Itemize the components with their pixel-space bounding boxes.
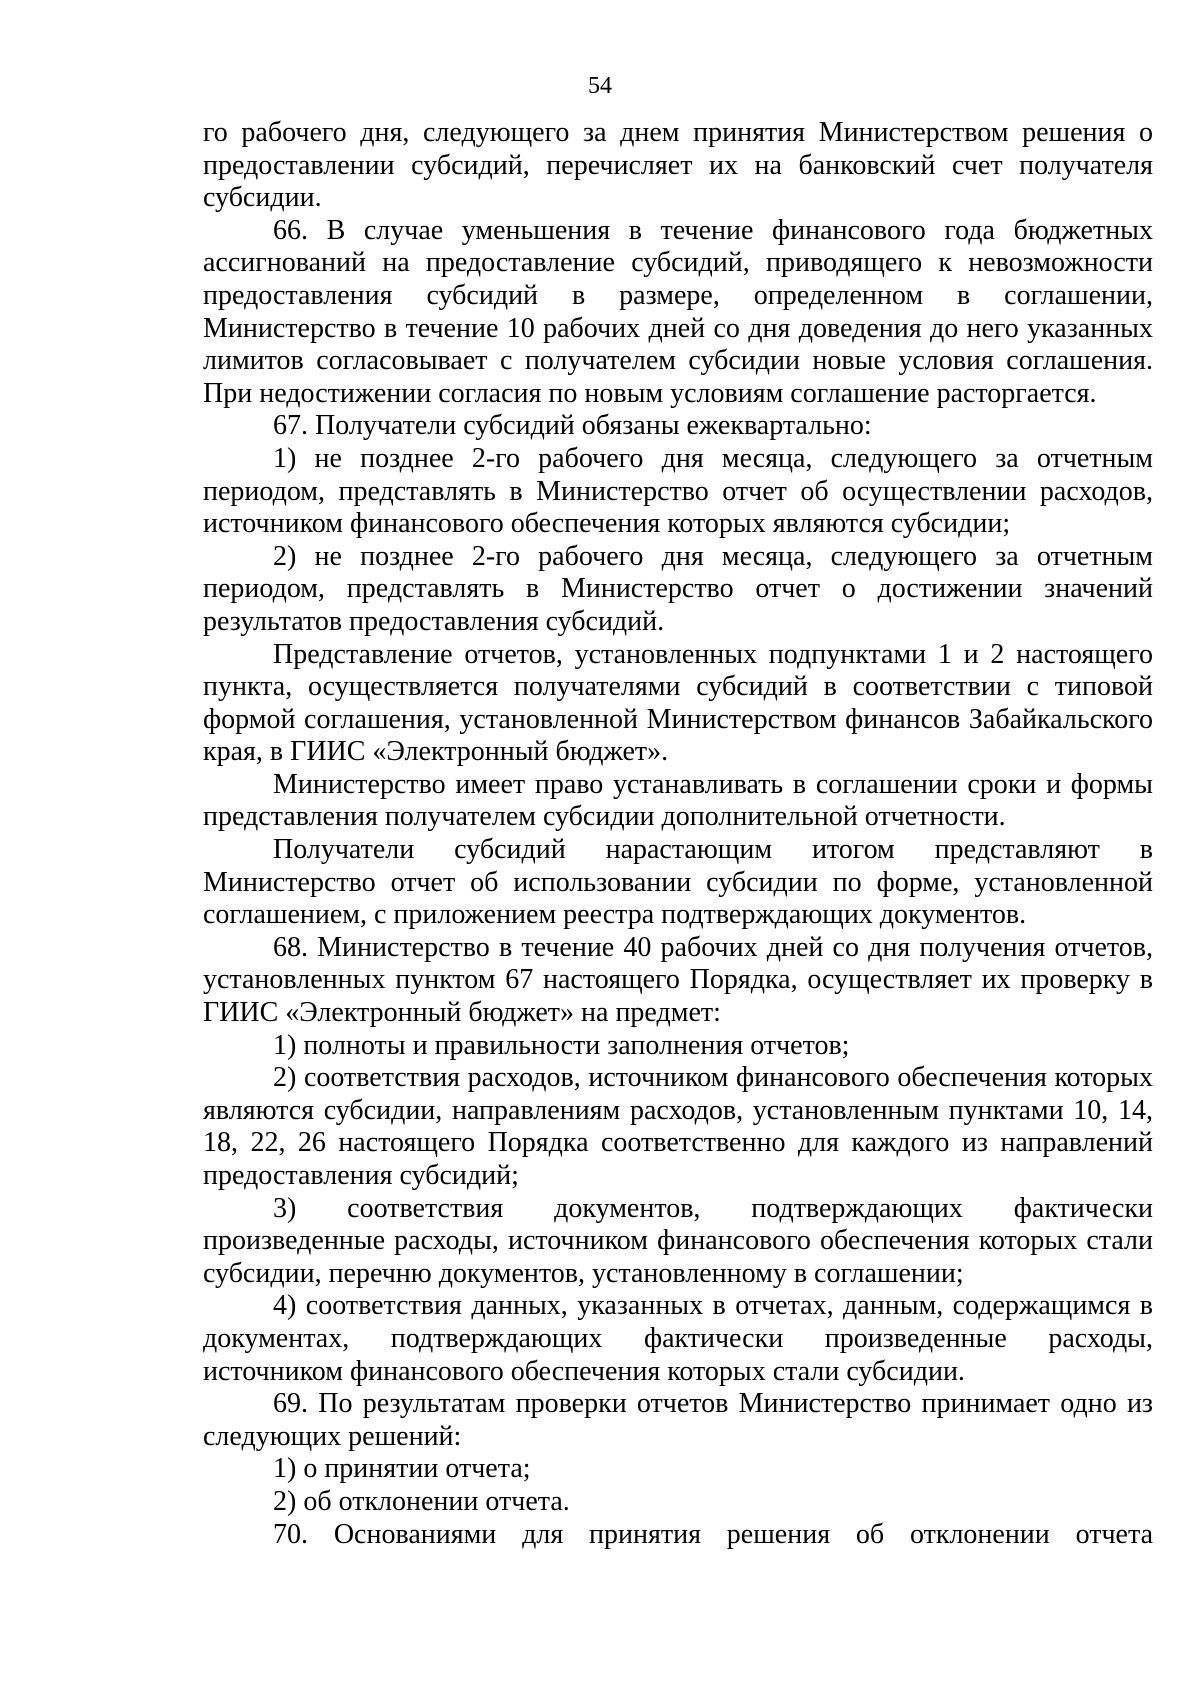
paragraph-item-70: 70. Основаниями для принятия решения об отклонении отчета	[273, 1518, 1153, 1550]
paragraph-item-66: 66. В случае уменьшения в течение финансового года бюджетных ассигнований на предоставление субсидий, приводящего к невозможности предоставления субсидий в размере, определенном в соглашении, Министерство в течение 10 рабочих дней со дня доведения до него указанных лимитов согласовывает с получателем субсидии новые условия соглашения. При недостижении согласия по новым условиям соглашение расторгается.	[203, 214, 1153, 409]
page-number: 54	[588, 73, 612, 99]
paragraph-item-67-sub-1: 1) не позднее 2-го рабочего дня месяца, следующего за отчетным периодом, представлять в Министерство отчет об осуществлении расходов, источником финансового обеспечения которых являются субсидии;	[203, 442, 1153, 540]
paragraph-item-69-sub-1: 1) о принятии отчета;	[273, 1453, 531, 1485]
paragraph-item-69-sub-2: 2) об отклонении отчета.	[273, 1485, 570, 1517]
paragraph-additional-reporting: Министерство имеет право устанавливать в соглашении сроки и формы представления получателем субсидии дополнительной отчетности.	[203, 768, 1153, 833]
paragraph-item-67-sub-2: 2) не позднее 2-го рабочего дня месяца, следующего за отчетным периодом, представлять в Министерство отчет о достижении значений результатов предоставления субсидий.	[203, 540, 1153, 637]
document-body	[203, 117, 1153, 1551]
paragraph-item-68-sub-1: 1) полноты и правильности заполнения отчетов;	[273, 1029, 850, 1061]
paragraph-item-68-sub-3: 3) соответствия документов, подтверждающих фактически произведенные расходы, источником финансового обеспечения которых стали субсидии, перечню документов, установленному в соглашении;	[203, 1192, 1153, 1289]
paragraph-cumulative-report: Получатели субсидий нарастающим итогом представляют в Министерство отчет об использовании субсидии по форме, установленной соглашением, с приложением реестра подтверждающих документов.	[203, 834, 1153, 931]
paragraph-item-68-sub-2: 2) соответствия расходов, источником финансового обеспечения которых являются субсидии, направлениям расходов, установленным пунктами 10, 14, 18, 22, 26 настоящего Порядка соответственно для каждого из направлений предоставления субсидий;	[203, 1062, 1153, 1191]
paragraph-item-67: 67. Получатели субсидий обязаны ежеквартально:	[273, 410, 872, 442]
paragraph-continuation: го рабочего дня, следующего за днем принятия Министерством решения о предоставлении субсидий, перечисляет их на банковский счет получателя субсидии.	[203, 117, 1153, 214]
paragraph-report-submission: Представление отчетов, установленных подпунктами 1 и 2 настоящего пункта, осуществляется получателями субсидий в соответствии с типовой формой соглашения, установленной Министерством финансов Забайкальского края, в ГИИС «Электронный бюджет».	[203, 638, 1153, 768]
paragraph-item-68: 68. Министерство в течение 40 рабочих дней со дня получения отчетов, установленных пунктом 67 настоящего Порядка, осуществляет их проверку в ГИИС «Электронный бюджет» на предмет:	[203, 931, 1153, 1029]
paragraph-item-69: 69. По результатам проверки отчетов Министерство принимает одно из следующих решений:	[203, 1388, 1153, 1452]
paragraph-item-68-sub-4: 4) соответствия данных, указанных в отчетах, данным, содержащимся в документах, подтверждающих фактически произведенные расходы, источником финансового обеспечения которых стали субсидии.	[203, 1290, 1153, 1387]
